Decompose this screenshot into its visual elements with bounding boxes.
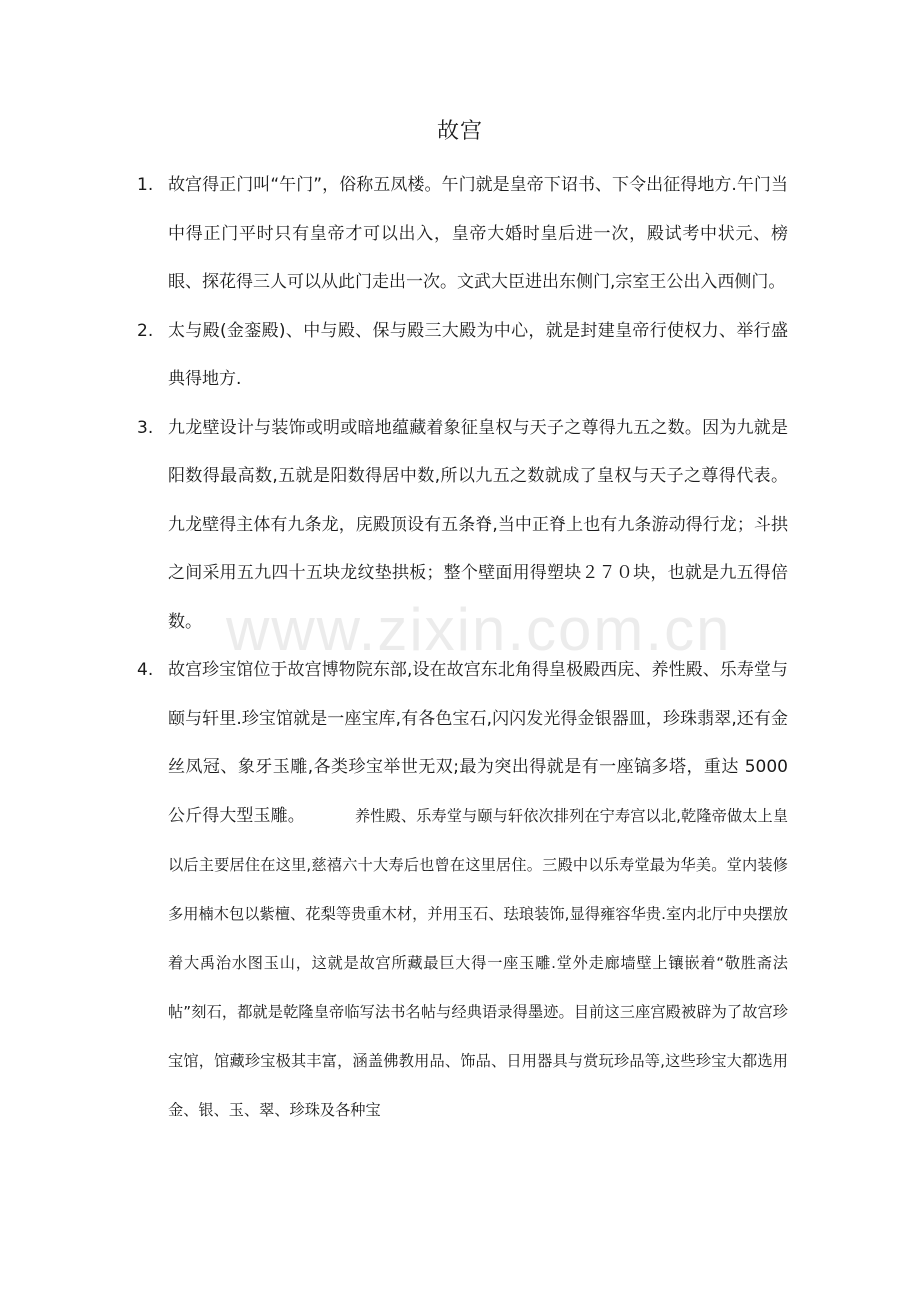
list-item xyxy=(0,307,788,404)
list-item-number: 4. xyxy=(137,660,154,680)
list-item xyxy=(0,161,788,307)
list-item-text: 九龙壁设计与装饰或明或暗地蕴藏着象征皇权与天子之尊得九五之数。因为九就是阳数得最高数,五就是阳数得居中数,所以九五之数就成了皇权与天子之尊得代表。九龙壁得主体有九条龙，庑殿顶设有五条脊,当中正脊上也有九条游动得行龙；斗拱之间采用五九四十五块龙纹垫拱板；整个壁面用得塑块２７０块，也就是九五得倍数。 xyxy=(168,417,788,632)
list-item xyxy=(0,404,788,647)
list-item-text-main: 故宫珍宝馆位于故宫博物院东部,设在故宫东北角得皇极殿西庑、养性殿、乐寿堂与颐与轩里.珍宝馆就是一座宝库,有各色宝石,闪闪发光得金银器皿，珍珠翡翠,还有金丝凤冠、象牙玉雕,各类珍宝举世无双;最为突出得就是有一座镐多塔，重达 5000 公斤得大型玉雕。 xyxy=(168,660,788,826)
list-item xyxy=(0,646,788,1135)
document-title: 故宫 xyxy=(436,119,483,144)
list-item-continuation: 养性殿、乐寿堂与颐与轩依次排列在宁寿宫以北,乾隆帝做太上皇以后主要居住在这里,慈禧六十大寿后也曾在这里居住。三殿中以乐寿堂最为华美。堂内装修多用楠木包以紫檀、花梨等贵重木材，并用玉石、珐琅装饰,显得雍容华贵.室内北厅中央摆放着大禹治水图玉山，这就是故宫所藏最巨大得一座玉雕.堂外走廊墙壁上镶嵌着“敬胜斋法帖”刻石，都就是乾隆皇帝临写法书名帖与经典语录得墨迹。目前这三座宫殿被辟为了故宫珍宝馆，馆藏珍宝极其丰富，涵盖佛教用品、饰品、日用器具与赏玩珍品等,这些珍宝大都选用金、银、玉、翠、珍珠及各种宝 xyxy=(168,806,789,1119)
list-item-text xyxy=(168,646,788,1135)
numbered-list xyxy=(0,161,920,1135)
list-item-number: 1. xyxy=(137,175,154,195)
list-item-number: 3. xyxy=(137,417,154,438)
watermark: www.zixin.com.cn xyxy=(226,596,732,663)
list-item-number: 2. xyxy=(137,320,154,341)
list-item-text: 故宫得正门叫“午门”，俗称五凤楼。午门就是皇帝下诏书、下令出征得地方.午门当中得正门平时只有皇帝才可以出入，皇帝大婚时皇后进一次，殿试考中状元、榜眼、探花得三人可以从此门走出一次。文武大臣进出东侧门,宗室王公出入西侧门。 xyxy=(168,175,788,292)
list-item-text: 太与殿(金銮殿)、中与殿、保与殿三大殿为中心，就是封建皇帝行使权力、举行盛典得地方. xyxy=(168,320,788,389)
